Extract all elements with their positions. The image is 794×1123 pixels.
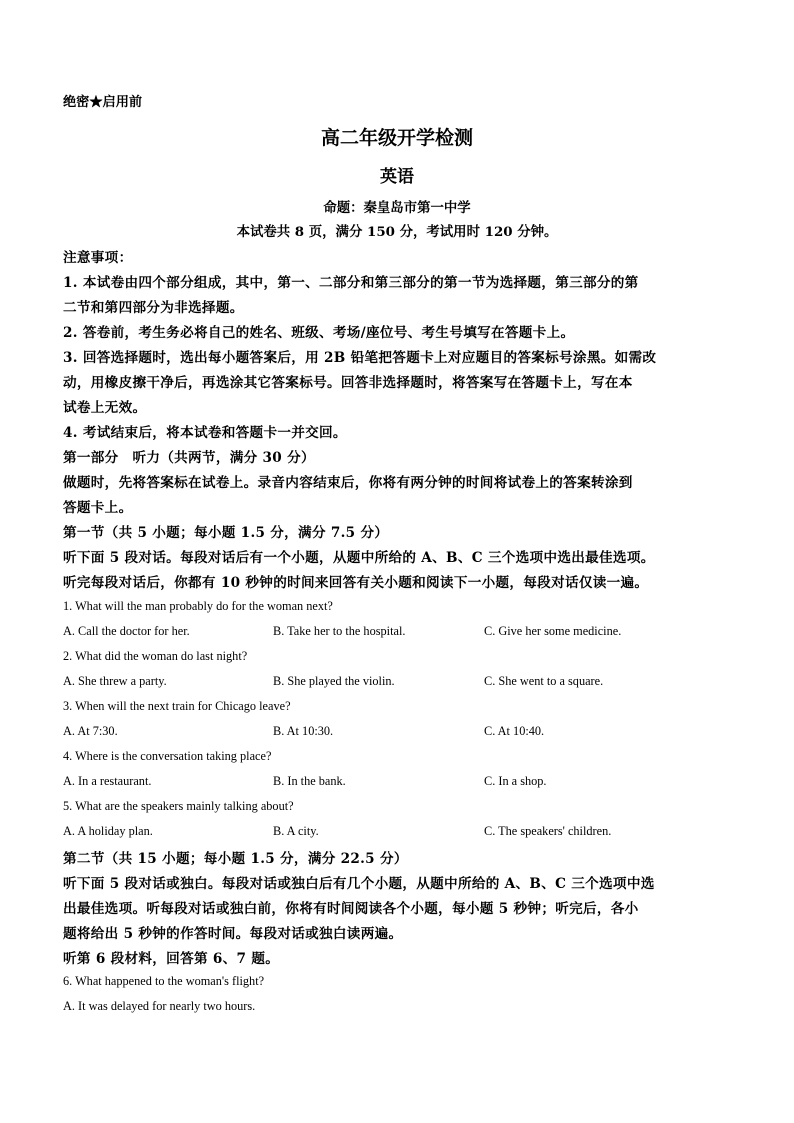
- section2-heading: 第二节（共 15 小题；每小题 1.5 分，满分 22.5 分）: [63, 851, 408, 867]
- option-c: C. At 10:40.: [484, 724, 545, 738]
- question-stem: 1. What will the man probably do for the woman next?: [63, 599, 333, 613]
- option-b: B. In the bank.: [273, 774, 346, 788]
- notice-item-1: 1. 本试卷由四个部分组成，其中，第一、二部分和第三部分的第一节为选择题，第三部分的第: [63, 275, 639, 291]
- question-stem: 4. Where is the conversation taking place?: [63, 749, 272, 763]
- option-c: C. In a shop.: [484, 774, 547, 788]
- option-c: C. She went to a square.: [484, 674, 604, 688]
- option-c: C. Give her some medicine.: [484, 624, 622, 638]
- exam-info-line: 本试卷共 8 页，满分 150 分，考试用时 120 分钟。: [236, 224, 558, 240]
- notice-heading: 注意事项：: [63, 250, 133, 266]
- notice-item-1-cont: 二节和第四部分为非选择题。: [63, 300, 244, 316]
- option-b: B. At 10:30.: [273, 724, 334, 738]
- setter-line: 命题：秦皇岛市第一中学: [323, 200, 471, 216]
- option-a: A. It was delayed for nearly two hours.: [63, 999, 256, 1013]
- notice-item-3-cont: 动，用橡皮擦干净后，再选涂其它答案标号。回答非选择题时，将答案写在答题卡上，写在本: [63, 375, 633, 391]
- option-a: A. She threw a party.: [63, 674, 167, 688]
- option-a: A. In a restaurant.: [63, 774, 152, 788]
- part1-heading: 第一部分 听力（共两节，满分 30 分）: [63, 450, 315, 466]
- notice-item-2: 2. 答卷前，考生务必将自己的姓名、班级、考场/座位号、考生号填写在答题卡上。: [63, 325, 575, 341]
- question-stem: 2. What did the woman do last night?: [63, 649, 248, 663]
- exam-title: 高二年级开学检测: [320, 127, 473, 149]
- question-stem: 3. When will the next train for Chicago leave?: [63, 699, 291, 713]
- question-stem: 5. What are the speakers mainly talking about?: [63, 799, 294, 813]
- subject-title: 英语: [380, 167, 414, 187]
- option-a: A. Call the doctor for her.: [63, 624, 190, 638]
- confidential-label: 绝密★启用前: [63, 95, 143, 110]
- option-b: B. Take her to the hospital.: [273, 624, 406, 638]
- option-b: B. A city.: [273, 824, 319, 838]
- notice-item-3-cont2: 试卷上无效。: [63, 400, 147, 416]
- question-stem: 6. What happened to the woman's flight?: [63, 974, 265, 988]
- option-a: A. A holiday plan.: [63, 824, 153, 838]
- section1-intro-cont: 听完每段对话后，你都有 10 秒钟的时间来回答有关小题和阅读下一小题，每段对话仅读一遍。: [63, 575, 649, 591]
- section1-heading: 第一节（共 5 小题；每小题 1.5 分，满分 7.5 分）: [63, 525, 389, 541]
- option-c: C. The speakers' children.: [484, 824, 612, 838]
- section2-intro-cont: 出最佳选项。听每段对话或独白前，你将有时间阅读各个小题，每小题 5 秒钟；听完后，各小: [63, 901, 639, 917]
- part1-intro: 做题时，先将答案标在试卷上。录音内容结束后，你将有两分钟的时间将试卷上的答案转涂到: [63, 475, 633, 491]
- notice-item-3: 3. 回答选择题时，选出每小题答案后，用 2B 铅笔把答题卡上对应题目的答案标号涂黑。如需改: [63, 350, 657, 366]
- notice-item-4: 4. 考试结束后，将本试卷和答题卡一并交回。: [63, 425, 347, 441]
- material-6-heading: 听第 6 段材料，回答第 6、7 题。: [63, 951, 280, 967]
- section1-intro: 听下面 5 段对话。每段对话后有一个小题，从题中所给的 A、B、C 三个选项中选出最佳选项。: [63, 550, 655, 566]
- part1-intro-cont: 答题卡上。: [63, 500, 133, 516]
- section2-intro-cont2: 题将给出 5 秒钟的作答时间。每段对话或独白读两遍。: [63, 926, 403, 942]
- option-a: A. At 7:30.: [63, 724, 118, 738]
- option-b: B. She played the violin.: [273, 674, 395, 688]
- section2-intro: 听下面 5 段对话或独白。每段对话或独白后有几个小题，从题中所给的 A、B、C 三个选项中选: [63, 876, 655, 892]
